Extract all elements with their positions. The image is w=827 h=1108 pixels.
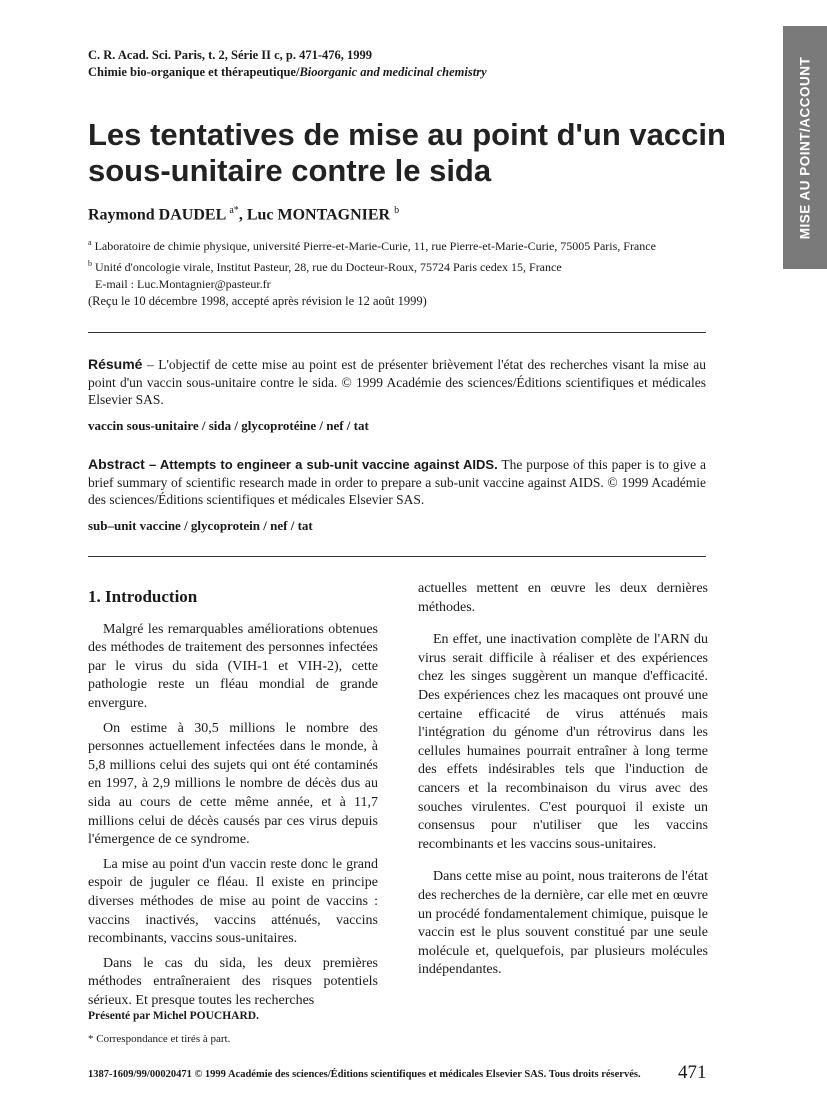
abstract-text: The purpose of this paper is to give a brief summary of scientific research made in order to prepare a sub-unit vaccine against AIDS. © 1999 Académie des sciences/Éditions scientifiques et médicales Elsevier SAS. [88,457,706,507]
abstract-label: Abstract [88,456,145,472]
affiliation-a-sup: a [88,238,92,247]
section-heading: 1. Introduction [88,587,198,606]
paragraph: La mise au point d'un vaccin reste donc le grand espoir de juguler ce fléau. Il existe en principe diverses méthodes de mise au point de vaccins : vaccins inactivés, vaccins atténués, vaccins recombinants, vaccins sous-unitaires. [88,856,378,947]
column-left [88,588,378,1016]
authors [88,205,399,224]
keywords-fr: vaccin sous-unitaire / sida / glycoprotéine / nef / tat [88,418,369,433]
resume-text: L'objectif de cette mise au point est de présenter brièvement l'état des recherches visant la mise au point d'un vaccin sous-unitaire contre le sida. © 1999 Académie des sciences/Éditions scientifiques et médicales Elsevier SAS. [88,357,706,407]
presented-by: Présenté par Michel POUCHARD. [88,1010,259,1022]
journal-header [88,47,487,81]
resume-label: Résumé [88,356,143,372]
paragraph: En effet, une inactivation complète de l'ARN du virus serait difficile à réaliser et des expériences chez les singes suggèrent un manque d'efficacité. Des expériences chez les macaques ont prouvé une certaine efficacité de virus atténués mais l'intégration du génome d'un rétrovirus dans les cellules humaines pourrait entraîner à long terme des effets indésirables tels que l'induction de cancers et la recombinaison du virus avec des souches virulentes. C'est pourquoi il existe un consensus pour n'utiliser que les vaccins recombinants et les vaccins sous-unitaires. [418,632,708,852]
copyright-footer: 1387-1609/99/00020471 © 1999 Académie des sciences/Éditions scientifiques et médicales Elsevier SAS. Tous droits réservés. [88,1069,641,1080]
abstract-block [88,456,706,509]
journal-section-fr: Chimie bio-organique et thérapeutique/ [88,65,300,79]
divider-bottom [88,556,706,557]
author-1-name: Raymond DAUDEL [88,206,230,224]
author-2-name: Luc MONTAGNIER [246,206,395,224]
affiliation-b-sup: b [88,259,92,268]
side-tab-label: MISE AU POINT/ACCOUNT [797,56,813,239]
paragraph-continuation: actuelles mettent en œuvre les deux dernières méthodes. [418,581,708,615]
side-tab [783,26,827,269]
abstract-title: – Attempts to engineer a sub-unit vaccine against AIDS. [144,457,498,472]
journal-section [88,64,487,81]
author-1-sup: a* [229,205,239,216]
affiliation-a [88,234,728,255]
author-2-sup: b [394,205,400,216]
paragraph: Dans le cas du sida, les deux premières méthodes entraîneraient des risques potentiels sérieux. Et presque toutes les recherches [88,955,378,1008]
page-number: 471 [678,1062,707,1083]
journal-citation: C. R. Acad. Sci. Paris, t. 2, Série II c, p. 471-476, 1999 [88,48,373,62]
resume-dash: – [142,357,159,372]
article-title [88,117,728,189]
column-right [418,580,708,986]
resume-block [88,356,706,409]
title-line-1: Les tentatives de mise au point d'un vaccin [88,117,726,152]
affiliations [88,234,728,293]
paragraph: On estime à 30,5 millions le nombre des personnes actuellement infectées dans le monde, à 5,8 millions celui des sujets qui ont été contaminés en 1997, à 2,9 millions le nombre de décès dus au sida au cours de cette même année, et à 11,7 millions celui de décès causés par ces virus depuis l'émergence de ce syndrome. [88,720,378,848]
affiliation-a-text: Laboratoire de chimie physique, université Pierre-et-Marie-Curie, 11, rue Pierre-et-Marie-Curie, 75005 Paris, France [91,239,656,253]
paragraph: Malgré les remarquables améliorations obtenues des méthodes de traitement des personnes infectées par le virus du sida (VIH-1 et VIH-2), cette pathologie reste un fléau mondial de grande envergure. [88,621,378,711]
affiliation-email: E-mail : Luc.Montagnier@pasteur.fr [95,277,271,291]
title-line-2: sous-unitaire contre le sida [88,153,492,188]
affiliation-b [88,255,728,276]
keywords-en: sub–unit vaccine / glycoprotein / nef / tat [88,518,313,533]
paragraph: Dans cette mise au point, nous traiterons de l'état des recherches de la dernière, car elle met en œuvre un procédé fondamentalement chimique, puisque le vaccin est le plus souvent constitué par une seule molécule et, quelquefois, par plusieurs molécules indépendantes. [418,869,708,978]
divider-top [88,332,706,333]
author-separator: , [238,206,247,224]
journal-section-en: Bioorganic and medicinal chemistry [299,65,487,79]
affiliation-b-text: Unité d'oncologie virale, Institut Pasteur, 28, rue du Docteur-Roux, 75724 Paris cedex 15, France [92,260,562,274]
received-dates: (Reçu le 10 décembre 1998, accepté après révision le 12 août 1999) [88,294,427,308]
correspondence-note: * Correspondance et tirés à part. [88,1033,231,1045]
